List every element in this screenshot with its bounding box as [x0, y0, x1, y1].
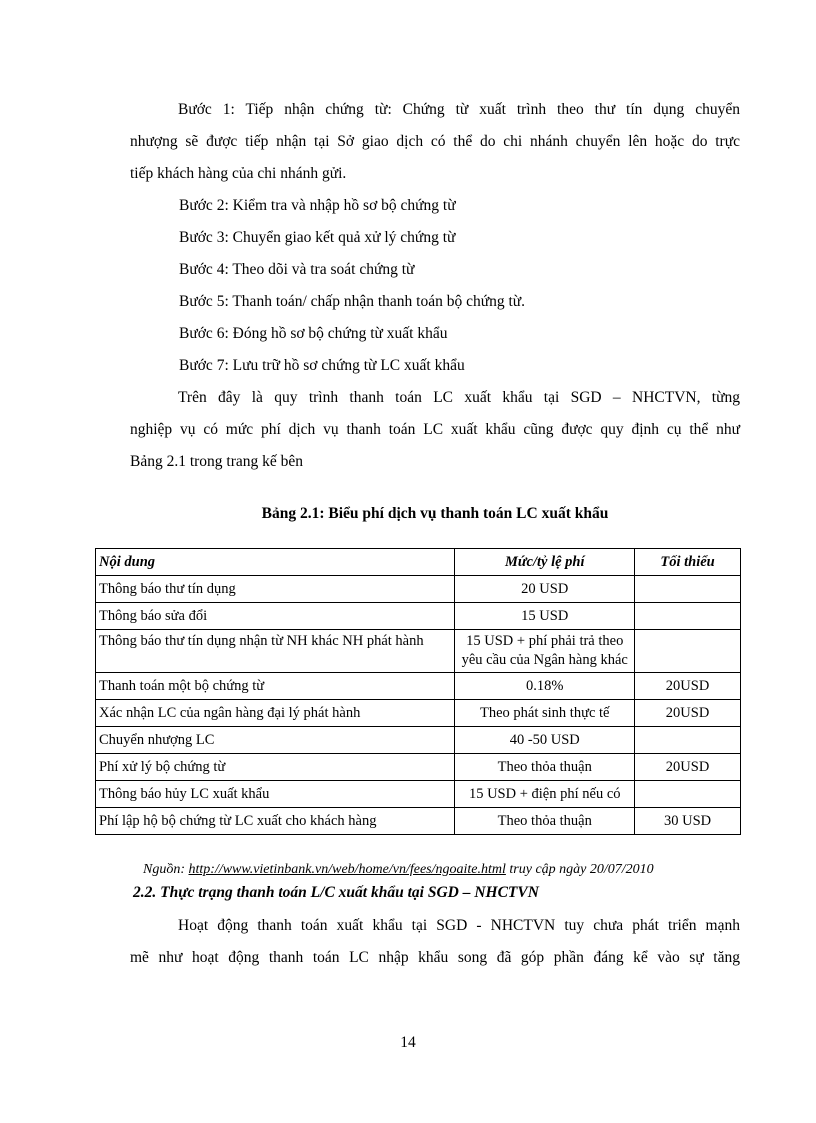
table-row	[96, 754, 741, 781]
row-content: Phí lập hộ bộ chứng từ LC xuất cho khách hàng	[96, 808, 455, 835]
row-content: Phí xử lý bộ chứng từ	[96, 754, 455, 781]
table-caption: Bảng 2.1: Biểu phí dịch vụ thanh toán LC xuất khẩu	[261, 505, 609, 522]
step-2: Bước 2: Kiểm tra và nhập hồ sơ bộ chứng từ	[179, 197, 456, 214]
row-content: Thanh toán một bộ chứng từ	[96, 673, 455, 700]
header-minimum: Tối thiểu	[635, 549, 741, 576]
row-minimum: 30 USD	[635, 808, 741, 835]
table-row	[96, 808, 741, 835]
fee-table	[95, 548, 741, 835]
summary-paragraph	[130, 382, 740, 478]
source-prefix: Nguồn:	[143, 862, 189, 877]
row-content: Xác nhận LC của ngân hàng đại lý phát hành	[96, 700, 455, 727]
row-content: Thông báo hủy LC xuất khẩu	[96, 781, 455, 808]
final-paragraph	[130, 910, 740, 974]
table-row	[96, 781, 741, 808]
row-fee: 15 USD	[455, 603, 635, 630]
step-4: Bước 4: Theo dõi và tra soát chứng từ	[179, 261, 415, 278]
step-6: Bước 6: Đóng hồ sơ bộ chứng từ xuất khẩu	[179, 325, 448, 342]
row-minimum: 20USD	[635, 700, 741, 727]
table-row	[96, 673, 741, 700]
section-heading: 2.2. Thực trạng thanh toán L/C xuất khẩu tại SGD – NHCTVN	[133, 884, 539, 901]
row-content: Thông báo thư tín dụng nhận từ NH khác NH phát hành	[96, 630, 455, 673]
intro-line-2: nhượng sẽ được tiếp nhận tại Sở giao dịch có thể do chi nhánh chuyển lên hoặc do trực	[130, 133, 740, 150]
row-fee: 40 -50 USD	[455, 727, 635, 754]
table-row	[96, 700, 741, 727]
row-minimum	[635, 576, 741, 603]
final-line-1: Hoạt động thanh toán xuất khẩu tại SGD - NHCTVN tuy chưa phát triển mạnh	[178, 917, 740, 934]
table-row	[96, 576, 741, 603]
table-row	[96, 727, 741, 754]
row-fee: 20 USD	[455, 576, 635, 603]
row-fee: 0.18%	[455, 673, 635, 700]
row-minimum	[635, 727, 741, 754]
table-header-row	[96, 549, 741, 576]
row-content: Thông báo sửa đổi	[96, 603, 455, 630]
source-suffix: truy cập ngày 20/07/2010	[505, 862, 654, 877]
row-fee: Theo thỏa thuận	[455, 808, 635, 835]
row-fee: Theo thỏa thuận	[455, 754, 635, 781]
header-content: Nội dung	[96, 549, 455, 576]
source-note	[143, 862, 654, 878]
summary-line-1: Trên đây là quy trình thanh toán LC xuất khẩu tại SGD – NHCTVN, từng	[178, 389, 740, 406]
row-minimum: 20USD	[635, 673, 741, 700]
intro-line-1: Bước 1: Tiếp nhận chứng từ: Chứng từ xuất trình theo thư tín dụng chuyển	[178, 101, 740, 118]
table-row	[96, 603, 741, 630]
intro-line-3: tiếp khách hàng của chi nhánh gửi.	[130, 165, 347, 182]
summary-line-2: nghiệp vụ có mức phí dịch vụ thanh toán LC xuất khẩu cũng được quy định cụ thể như	[130, 421, 740, 438]
source-link[interactable]: http://www.vietinbank.vn/web/home/vn/fees/ngoaite.html	[188, 862, 506, 877]
row-minimum	[635, 630, 741, 673]
row-minimum	[635, 781, 741, 808]
row-content: Thông báo thư tín dụng	[96, 576, 455, 603]
row-content: Chuyển nhượng LC	[96, 727, 455, 754]
row-minimum: 20USD	[635, 754, 741, 781]
summary-line-3: Bảng 2.1 trong trang kế bên	[130, 453, 304, 470]
table-row	[96, 630, 741, 673]
row-minimum	[635, 603, 741, 630]
step-7: Bước 7: Lưu trữ hồ sơ chứng từ LC xuất khẩu	[179, 357, 465, 374]
step-3: Bước 3: Chuyển giao kết quả xử lý chứng từ	[179, 229, 456, 246]
final-line-2: mẽ như hoạt động thanh toán LC nhập khẩu song đã góp phần đáng kể vào sự tăng	[130, 949, 740, 966]
row-fee: Theo phát sinh thực tế	[455, 700, 635, 727]
row-fee: 15 USD + phí phải trả theo yêu cầu của Ngân hàng khác	[455, 630, 635, 673]
row-fee: 15 USD + điện phí nếu có	[455, 781, 635, 808]
step-5: Bước 5: Thanh toán/ chấp nhận thanh toán bộ chứng từ.	[179, 293, 526, 310]
page-number: 14	[400, 1034, 416, 1051]
header-fee-rate: Mức/tỷ lệ phí	[455, 549, 635, 576]
intro-paragraph	[130, 94, 740, 190]
